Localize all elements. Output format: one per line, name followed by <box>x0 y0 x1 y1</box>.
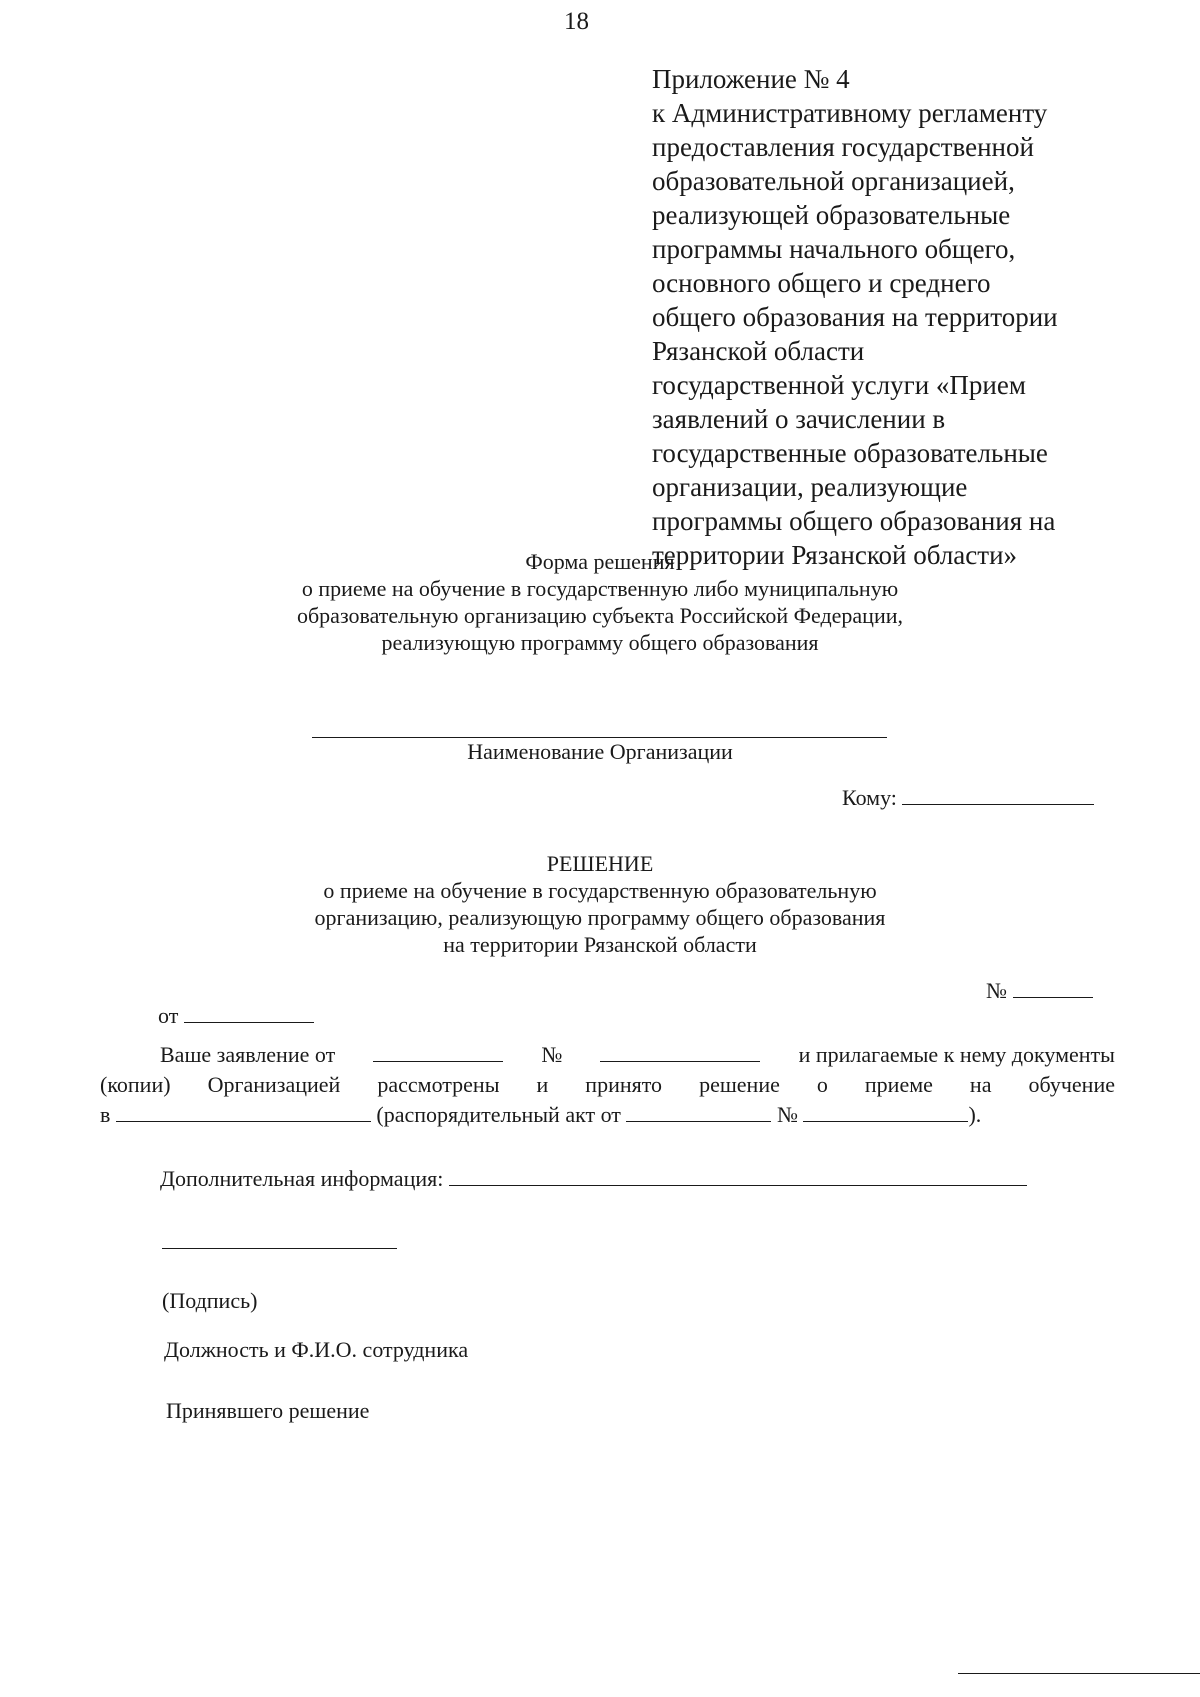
signature-line <box>162 1248 397 1249</box>
decision-date-field <box>158 1003 314 1029</box>
decision-number-field <box>986 978 1093 1004</box>
appendix-header <box>652 62 1102 572</box>
appendix-line: Приложение № 4 <box>652 64 850 94</box>
decision-number-label: № <box>986 978 1007 1003</box>
additional-info-blank <box>449 1184 1027 1186</box>
footer-rule <box>958 1673 1200 1674</box>
appendix-line: государственные образовательные <box>652 438 1048 468</box>
decision-subtitle-line: на территории Рязанской области <box>443 932 757 957</box>
appendix-line: основного общего и среднего <box>652 268 991 298</box>
appendix-line: программы начального общего, <box>652 234 1016 264</box>
act-date-blank <box>626 1120 771 1122</box>
application-number-blank <box>600 1060 760 1062</box>
body-line-1: Ваше заявление от № и прилагаемые к нему документы <box>160 1042 1115 1067</box>
decision-date-label: от <box>158 1003 179 1028</box>
appendix-line: территории Рязанской области» <box>652 540 1018 570</box>
appendix-line: программы общего образования на <box>652 506 1056 536</box>
recipient-blank <box>902 803 1094 805</box>
appendix-line: государственной услуги «Прием <box>652 370 1026 400</box>
decision-title <box>0 850 1200 958</box>
recipient-label: Кому: <box>842 785 897 810</box>
form-title <box>0 548 1200 656</box>
appendix-line: реализующей образовательные <box>652 200 1011 230</box>
decided-by-label: Принявшего решение <box>166 1398 370 1423</box>
form-title-line: образовательную организацию субъекта Российской Федерации, <box>296 603 904 628</box>
act-number-blank <box>803 1120 968 1122</box>
additional-info-label: Дополнительная информация: <box>160 1166 444 1191</box>
form-title-line: Форма решения <box>525 549 675 574</box>
decision-heading: РЕШЕНИЕ <box>546 851 654 876</box>
body-line-2: (копии) Организацией рассмотрены и принято решение о приеме на обучение <box>100 1072 1115 1097</box>
application-date-blank <box>373 1060 503 1062</box>
position-label: Должность и Ф.И.О. сотрудника <box>164 1337 469 1362</box>
appendix-line: Рязанской области <box>652 336 865 366</box>
appendix-line: к Административному регламенту <box>652 98 1048 128</box>
organization-name-caption: Наименование Организации <box>467 739 733 764</box>
body-line-3: в (распорядительный акт от № ). <box>100 1102 982 1127</box>
appendix-line: образовательной организацией, <box>652 166 1015 196</box>
appendix-line: предоставления государственной <box>652 132 1034 162</box>
decision-subtitle-line: организацию, реализующую программу общего образования <box>314 905 886 930</box>
signature-label: (Подпись) <box>162 1288 258 1313</box>
form-title-line: реализующую программу общего образования <box>381 630 819 655</box>
recipient-field <box>842 785 1094 811</box>
organization-blank <box>116 1120 371 1122</box>
page-number: 18 <box>564 8 589 35</box>
decision-subtitle-line: о приеме на обучение в государственную образовательную <box>323 878 877 903</box>
additional-info-field <box>160 1166 1027 1192</box>
appendix-line: заявлений о зачислении в <box>652 404 946 434</box>
form-title-line: о приеме на обучение в государственную либо муниципальную <box>301 576 899 601</box>
decision-date-blank <box>184 1021 314 1023</box>
appendix-line: организации, реализующие <box>652 472 968 502</box>
appendix-line: общего образования на территории <box>652 302 1058 332</box>
decision-number-blank <box>1013 996 1093 998</box>
